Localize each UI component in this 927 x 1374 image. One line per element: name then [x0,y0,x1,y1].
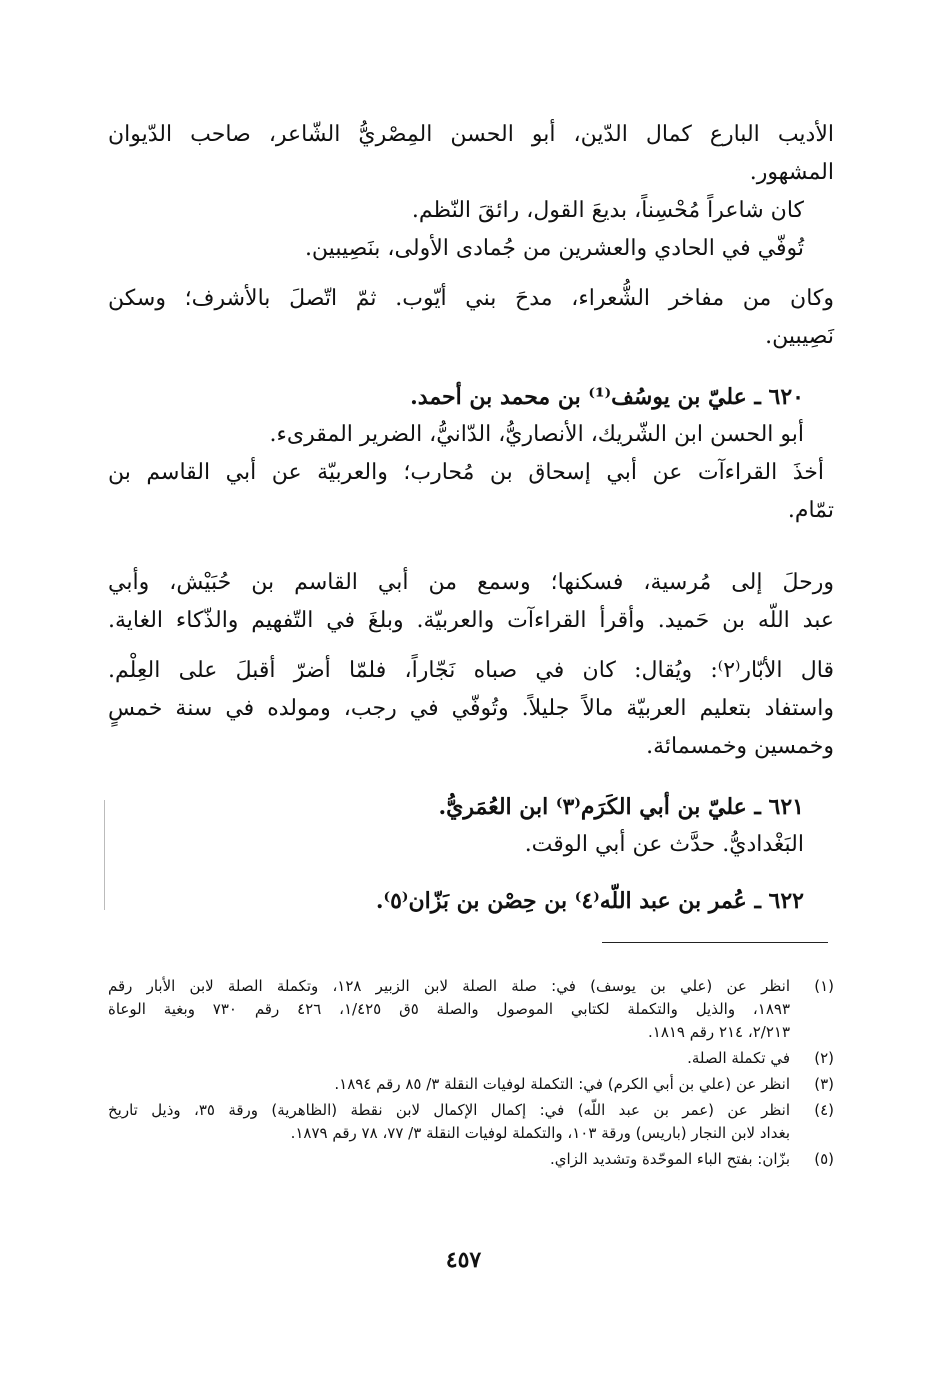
paragraph-fame [108,280,834,356]
text-line: المشهور. [749,160,834,185]
paragraph-intro [108,116,834,192]
footnotes [108,975,834,1171]
paragraph-travel [108,564,834,640]
footnote-3 [108,1073,834,1096]
text-line: البَغْداديُّ. حدَّث عن أبي الوقت. [524,832,804,857]
text-line: قال الأبّار⁽٢⁾: ويُقال: كان في صباه نَجّاراً، فلمّا أضرّ أقبلَ على العِلْم. [108,658,834,683]
entry-620 [108,378,834,530]
text-line: أبو الحسن ابن الشّريك، الأنصاريُّ، الدّانيُّ، الضرير المقرىء. [269,422,804,447]
text-line: وخمسين وخمسمائة. [646,734,834,759]
text-line: ورحلَ إلى مُرسية، فسكنها؛ وسمع من أبي القاسم بن حُبَيْش، وأبي [108,570,834,595]
footnote-line: ١٨٩٣، والذيل والتكملة لكتابي الموصول والصلة ٥ق ١/٤٢٥، ٤٢٦ رقم ٧٣٠ وبغية الوعاة [108,1000,791,1018]
entry-heading: ٦٢٢ ـ عُمر بن عبد اللّه⁽٤⁾ بن حِصْن بن بَزّان⁽٥⁾. [375,888,804,914]
text-line: واستفاد بتعليم العربيّة مالاً جليلاً. وتُوفّي في رجب، ومولده في سنة خمسٍ [108,696,834,721]
entry-622 [108,882,834,920]
footnote-line: في تكملة الصلة. [687,1049,790,1067]
footnote-line: بغداد لابن النجار (باريس) ورقة ١٠٣، والتكملة لوفيات النقلة ٣/ ٧٧، ٧٨ رقم ١٨٧٩. [290,1124,790,1142]
footnote-number: (٥) [814,1150,834,1168]
paragraph-poet [108,192,834,268]
footnote-number: (١) [814,977,834,995]
text-line: وكان من مفاخر الشُّعراء، مدحَ بني أيّوب. ثمّ اتّصلَ بالأشرف؛ وسكن [108,286,834,311]
text-line: كان شاعراً مُحْسِناً، بديعَ القول، رائقَ النّظم. [411,198,804,223]
text-line: عبد اللّه بن حَميد. وأقرأ القراءآت والعربيّة. وبلغَ في التّفهيم والذّكاء الغاية. [108,608,834,633]
footnote-2 [108,1047,834,1070]
footnote-number: (٣) [814,1075,834,1093]
footnote-separator [602,942,828,943]
text-line: الأديب البارع كمال الدّين، أبو الحسن المِصْريُّ الشّاعر، صاحب الدّيوان [108,122,834,147]
footnote-line: انظر عن (عمر بن عبد اللّه) في: إكمال الإكمال لابن نقطة (الظاهرية) ورقة ٣٥، وذيل تاريخ [108,1101,790,1119]
footnote-line: انظر عن (علي بن يوسف) في: صلة الصلة لابن الزبير ١٢٨، وتكملة الصلة لابن الأبار رقم [108,977,790,995]
entry-heading: ٦٢٠ ـ عليّ بن يوسُف⁽¹⁾ بن محمد بن أحمد. [410,384,804,410]
footnote-line: انظر عن (علي بن أبي الكرم) في: التكملة لوفيات النقلة ٣/ ٨٥ رقم ١٨٩٤. [334,1075,790,1093]
footnote-line: بزّان: بفتح الباء الموحّدة وتشديد الزاي. [550,1150,790,1168]
entry-621 [108,788,834,864]
footnote-5 [108,1148,834,1171]
page-number: ٤٥٧ [445,1247,482,1273]
footnote-line: ٢/٢١٣، ٢١٤ رقم ١٨١٩. [647,1023,790,1041]
text-line: تُوفّي في الحادي والعشرين من جُمادى الأولى، بنَصِيبين. [304,236,804,261]
footnote-4 [108,1099,834,1145]
scan-margin-mark [104,800,105,910]
entry-heading: ٦٢١ ـ عليّ بن أبي الكَرَم⁽٣⁾ ابن العُمَريُّ. [438,794,804,820]
footnote-number: (٤) [814,1101,834,1119]
footnote-number: (٢) [814,1049,834,1067]
text-line: أخذَ القراءآت عن أبي إسحاق بن مُحارب؛ والعربيّة عن أبي القاسم بن [108,460,824,485]
text-line: تمّام. [787,498,834,523]
footnote-1 [108,975,834,1044]
paragraph-abbar [108,652,834,766]
text-line: نَصِيبين. [765,324,834,349]
